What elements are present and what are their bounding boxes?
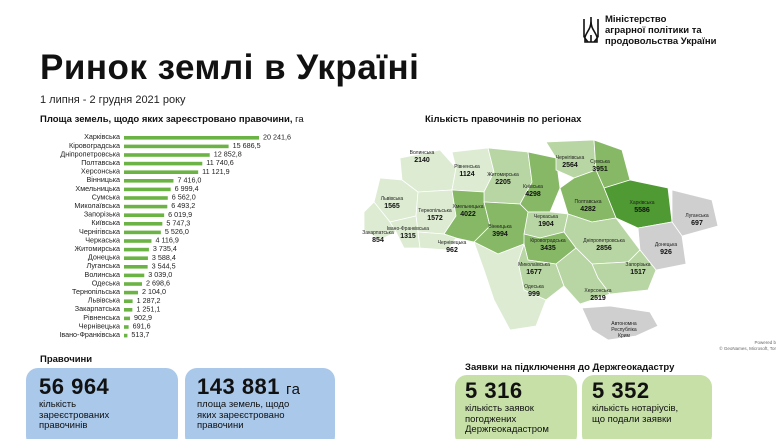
bar-category-label: Волинська <box>84 269 120 279</box>
bar-category-label: Житомирська <box>74 244 120 253</box>
bar-category-label: Харківська <box>84 132 120 142</box>
bar-value-label: 5 747,3 <box>166 218 191 228</box>
bar-category-label: Тернопільська <box>71 287 120 296</box>
map-region-name: Рівненська <box>454 164 480 170</box>
bar-category-label: Кіровоградська <box>69 140 120 150</box>
bar-category-label: Дніпропетровська <box>60 149 120 159</box>
bar-value-label: 4 116,9 <box>155 235 179 245</box>
bar <box>124 317 130 321</box>
map-region-name: Запорізька <box>625 262 651 268</box>
bar-value-label: 6 999,4 <box>174 184 199 193</box>
map-region-value: 1677 <box>526 269 542 276</box>
map-attribution: Powered b © GeoNames, Microsoft, Tor <box>719 340 776 351</box>
ministry-logo-block <box>582 14 716 47</box>
bar-category-label: Чернівецька <box>78 321 120 331</box>
map-region-name: Харківська <box>629 200 655 206</box>
bar-category-label: Львівська <box>87 295 120 305</box>
bar-value-label: 902,9 <box>134 313 153 322</box>
map-region-value: 4282 <box>580 206 596 213</box>
bar-category-label: Миколаївська <box>74 201 120 210</box>
map-region-name: Тернопільська <box>418 208 452 214</box>
svg-text:Автономна: Автономна <box>611 321 637 327</box>
bar <box>124 170 198 174</box>
bar <box>124 248 149 252</box>
map-region-value: 2140 <box>414 157 430 164</box>
area-bar-chart <box>0 130 340 352</box>
map-region-value: 962 <box>446 247 458 254</box>
bar-category-label: Запорізька <box>83 209 120 219</box>
bar-value-label: 513,7 <box>131 330 150 340</box>
bar-value-label: 2 104,0 <box>142 287 167 297</box>
bar-category-label: Луганська <box>86 261 120 271</box>
approved-applications-card <box>455 375 577 439</box>
bar-category-label: Херсонська <box>80 166 120 176</box>
bar <box>124 145 229 149</box>
bar <box>124 213 164 217</box>
approved-applications-desc: кількість заявок погоджених Держгеокадастром <box>465 403 549 435</box>
map-region-name: Миколаївська <box>518 262 550 268</box>
map-region-value: 1572 <box>427 215 443 222</box>
map-region-value: 2856 <box>596 245 612 252</box>
map-region-name: Дніпропетровська <box>583 238 625 244</box>
bar <box>124 205 167 209</box>
notaries-value: 5 352 <box>592 378 650 403</box>
svg-text:Крим: Крим <box>618 333 630 339</box>
bar-value-label: 3 039,0 <box>148 270 173 279</box>
map-region-value: 1565 <box>384 203 400 210</box>
map-region-name: Закарпатська <box>362 230 394 236</box>
bar-value-label: 691,6 <box>132 321 151 331</box>
bar <box>124 231 161 235</box>
map-region-name: Луганська <box>685 213 709 219</box>
bar-value-label: 5 526,0 <box>164 227 189 236</box>
bar-category-label: Вінницька <box>86 175 120 185</box>
area-total-value: 143 881 га <box>197 374 301 399</box>
map-region-name: Кіровоградська <box>530 238 566 244</box>
bar <box>124 282 142 286</box>
bar <box>124 239 151 243</box>
deals-section-label: Правочини <box>40 354 93 365</box>
bar <box>124 265 148 269</box>
map-region-name: Одеська <box>524 284 544 290</box>
bar <box>124 308 132 312</box>
bar-category-label: Черкаська <box>85 235 120 245</box>
bar-value-label: 6 562,0 <box>171 192 196 202</box>
bar <box>124 299 133 303</box>
bar <box>124 256 148 260</box>
map-region-name: Сумська <box>590 159 610 165</box>
map-region-value: 2564 <box>562 162 578 169</box>
map-region-value: 2205 <box>495 179 511 186</box>
bar-value-label: 1 287,2 <box>136 295 161 305</box>
map-region-value: 999 <box>528 291 540 298</box>
map-region-value: 3951 <box>592 166 608 173</box>
deals-count-value: 56 964 <box>39 374 110 399</box>
bar <box>124 153 210 157</box>
bar-value-label: 20 241,6 <box>263 132 291 142</box>
map-region-name: Львівська <box>380 196 404 202</box>
bar-category-label: Чернігівська <box>79 226 120 236</box>
bar-category-label: Закарпатська <box>74 304 120 314</box>
bar-chart-title: Площа земель, щодо яких зареєстровано правочини, га <box>40 114 304 125</box>
bar-category-label: Полтавська <box>81 158 120 167</box>
bar-value-label: 3 544,5 <box>151 261 176 271</box>
map-region-name: Житомирська <box>487 172 519 178</box>
map-region-name: Хмельницька <box>452 204 484 210</box>
bar-value-label: 3 588,4 <box>151 252 176 262</box>
notaries-card <box>582 375 712 439</box>
page-title: Ринок землі в Україні <box>40 48 420 87</box>
applications-section-label: Заявки на підключення до Держгеокадастру <box>465 362 675 373</box>
map-region-name: Донецька <box>654 242 678 248</box>
bar-category-label: Івано-Франківська <box>59 330 120 339</box>
map-region-name: Вінницька <box>488 224 512 230</box>
area-total-desc: площа земель, щодо яких зареєстровано правочини <box>197 399 290 431</box>
trident-icon <box>582 15 600 45</box>
regions-map <box>360 130 722 352</box>
ministry-name: Міністерство аграрної політики та продовольства України <box>605 14 717 47</box>
bar <box>124 325 129 329</box>
map-region-name: Чернівецька <box>437 240 467 246</box>
bar <box>124 162 202 166</box>
bar <box>124 291 138 295</box>
bar-value-label: 15 686,5 <box>232 141 261 150</box>
bar-category-label: Хмельницька <box>75 183 120 193</box>
bar-category-label: Сумська <box>91 192 120 202</box>
map-region-value: 4298 <box>525 191 541 198</box>
map-region-value: 1315 <box>400 233 416 240</box>
map-region-name: Івано-Франківська <box>386 226 430 232</box>
map-region-name: Волинська <box>409 150 435 156</box>
bar <box>124 179 173 183</box>
svg-text:Республіка: Республіка <box>611 327 637 333</box>
map-region-value: 3994 <box>492 231 508 238</box>
map-region-value: 1904 <box>538 221 554 228</box>
map-region-name: Херсонська <box>584 288 612 294</box>
bar-value-label: 6 019,9 <box>168 209 193 219</box>
map-region-name: Київська <box>523 184 543 190</box>
bar <box>124 188 171 192</box>
map-region-value: 697 <box>691 220 703 227</box>
deals-count-desc: кількість зареєстрованих правочинів <box>39 399 110 431</box>
bar <box>124 222 162 226</box>
bar <box>124 334 127 338</box>
period-subtitle: 1 липня - 2 грудня 2021 року <box>40 94 186 106</box>
map-region-value: 926 <box>660 249 672 256</box>
bar-value-label: 2 698,6 <box>145 278 170 288</box>
bar <box>124 136 259 140</box>
bar <box>124 196 168 200</box>
bar-value-label: 1 251,1 <box>136 304 161 314</box>
map-region-value: 4022 <box>460 211 476 218</box>
area-total-card <box>185 368 335 439</box>
bar-value-label: 12 852,8 <box>213 149 242 159</box>
bar-value-label: 6 493,2 <box>171 201 196 211</box>
approved-applications-value: 5 316 <box>465 378 523 403</box>
map-region-value: 1124 <box>459 171 475 178</box>
bar-value-label: 3 735,4 <box>152 244 177 254</box>
map-region-value: 3435 <box>540 245 556 252</box>
map-region-name: Полтавська <box>574 199 602 205</box>
map-region-name: Черкаська <box>533 214 559 220</box>
map-region-value: 5586 <box>634 207 650 214</box>
map-region-value: 2519 <box>590 295 606 302</box>
map-region-value: 854 <box>372 237 384 244</box>
bar <box>124 274 144 278</box>
map-region-name: Чернігівська <box>555 155 585 161</box>
bar-category-label: Рівненська <box>83 312 120 322</box>
bar-category-label: Донецька <box>87 252 120 262</box>
bar-category-label: Київська <box>91 218 120 228</box>
bar-category-label: Одеська <box>91 278 120 288</box>
map-title: Кількість правочинів по регіонах <box>425 114 582 125</box>
bar-value-label: 7 416,0 <box>177 175 202 185</box>
bar-value-label: 11 740,6 <box>206 158 234 168</box>
notaries-desc: кількість нотаріусів, що подали заявки <box>592 403 679 425</box>
map-region-value: 1517 <box>630 269 646 276</box>
bar-value-label: 11 121,9 <box>202 166 230 176</box>
deals-count-card <box>26 368 178 439</box>
